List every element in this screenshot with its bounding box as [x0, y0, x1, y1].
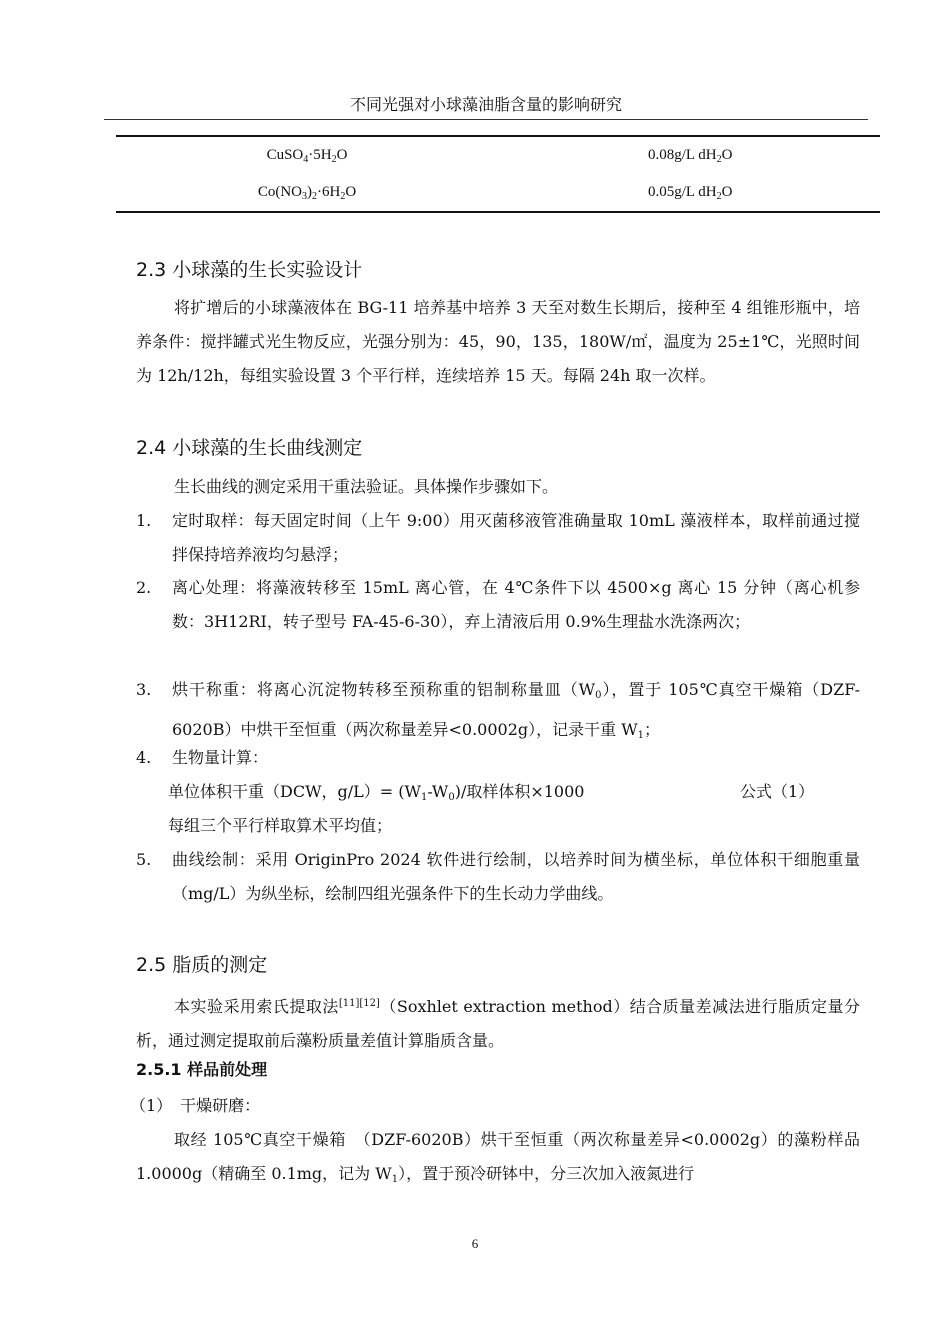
step-label: （1） 干燥研磨：: [130, 1096, 261, 1115]
average-note: 每组三个平行样取算术平均值；: [168, 816, 393, 835]
formula-tag: 公式（1）: [740, 782, 815, 801]
header-rule: [104, 119, 868, 120]
list-item-text: 定时取样：每天固定时间（上午 9:00）用灭菌移液管准确量取 10mL 藻液样本，取样前通过搅拌保持培养液均匀悬浮；: [172, 511, 860, 564]
list-item-text: 烘干称重：将离心沉淀物转移至预称重的铝制称量皿$(W_0)$，置于 105℃真空干燥箱（DZF-6020B）中烘干至恒重（两次称量差异<0.0002g），记录干重 $W_1$；: [172, 680, 860, 741]
reagent-table: [116, 135, 880, 213]
section-heading-2-5: 2.5 脂质的测定: [136, 954, 268, 976]
compound-cell: $Co(NO_3)_2\cdot 6H_2O$: [257, 183, 357, 202]
subsection-heading-2-5-1: 2.5.1 样品前处理: [136, 1060, 268, 1079]
list-item-text: 曲线绘制：采用 OriginPro 2024 软件进行绘制，以培养时间为横坐标，单位体积干细胞重量（mg/L）为纵坐标，绘制四组光强条件下的生长动力学曲线。: [172, 850, 860, 903]
list-item: [136, 571, 860, 639]
list-item: [136, 504, 860, 572]
page-number: 6: [471, 1236, 479, 1251]
list-item-number: 2.: [136, 578, 152, 597]
paragraph-2-5: 本实验采用索氏提取法[11][12]（Soxhlet extraction method）结合质量差减法进行脂质定量分析，通过测定提取前后藻粉质量差值计算脂质含量。: [136, 997, 860, 1050]
list-item: [136, 741, 860, 775]
list-item-text: 生物量计算：: [172, 748, 269, 767]
list-item-number: 4.: [136, 748, 152, 767]
amount-cell: 0.05g/L $dH_2O$: [648, 183, 733, 202]
list-item-number: 3.: [136, 680, 152, 699]
paragraph-step-1: 取经 105℃真空干燥箱 （DZF-6020B）烘干至恒重（两次称量差异<0.0002g）的藻粉样品 1.0000g（精确至 0.1mg，记为 $W_1$），置于预冷研钵中，分三次加入液氮进行: [136, 1130, 860, 1185]
amount-cell: 0.08g/L $dH_2O$: [648, 146, 733, 165]
table-row: [116, 137, 880, 174]
running-header: 不同光强对小球藻油脂含量的影响研究: [349, 95, 622, 114]
paragraph-2-4-intro: 生长曲线的测定采用干重法验证。具体操作步骤如下。: [174, 477, 559, 496]
list-item-number: 5.: [136, 850, 152, 869]
table-row: [116, 174, 880, 211]
section-heading-2-3: 2.3 小球藻的生长实验设计: [136, 259, 363, 281]
list-item-text: 离心处理：将藻液转移至 15mL 离心管，在 4℃条件下以 4500×g 离心 15 分钟（离心机参数：3H12RI，转子型号 FA-45-6-30），弃上清液后用 0.9%生理盐水洗涤两次；: [172, 578, 860, 631]
list-item-number: 1.: [136, 511, 152, 530]
paragraph-2-3: 将扩增后的小球藻液体在 BG-11 培养基中培养 3 天至对数生长期后，接种至 4 组锥形瓶中，培养条件：搅拌罐式光生物反应，光强分别为：45，90，135，180W/㎡，温度为 25±1℃，光照时间为 12h/12h，每组实验设置 3 个平行样，连续培养 15 天。每隔 24h 取一次样。: [136, 298, 860, 385]
list-item: [136, 843, 860, 911]
section-heading-2-4: 2.4 小球藻的生长曲线测定: [136, 437, 363, 459]
formula-text: 单位体积干重（DCW，$g/L)= (W_1-W_0)/$取样体积×1000: [168, 782, 585, 803]
compound-cell: $CuSO_4\cdot 5H_2O$: [266, 146, 348, 165]
